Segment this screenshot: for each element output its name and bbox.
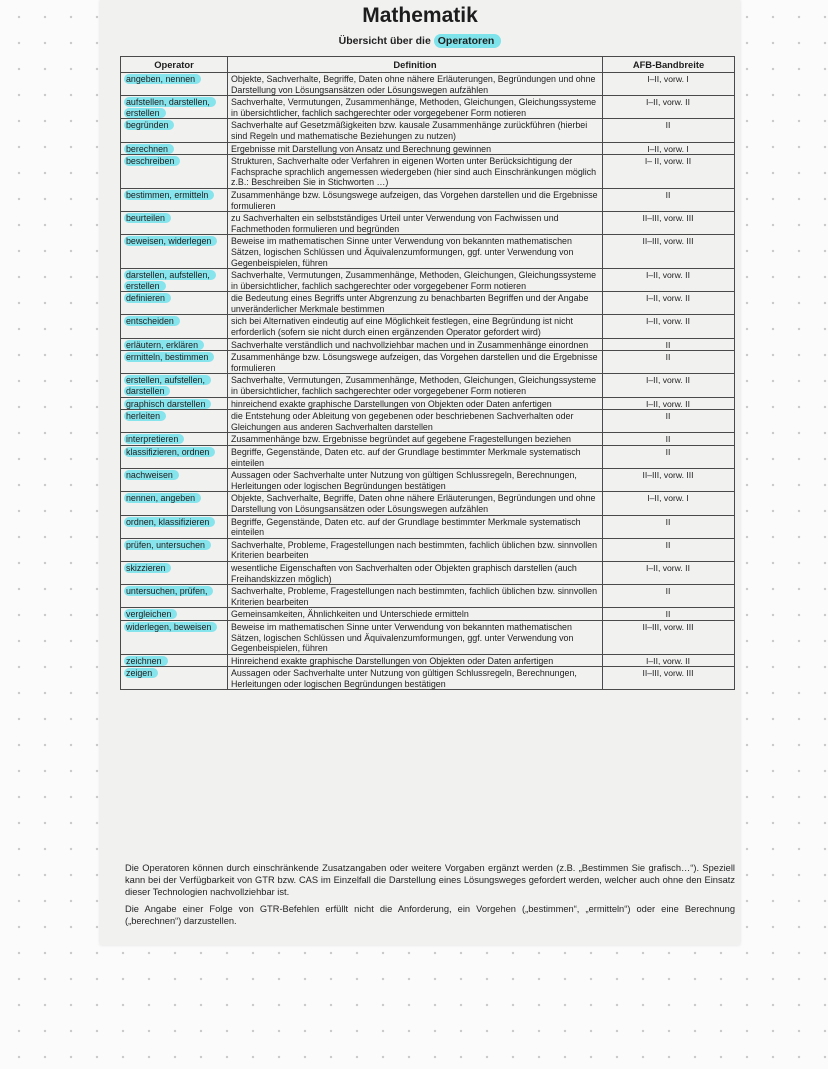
definition-cell: Sachverhalte verständlich und nachvollziehbar machen und in Zusammenhänge einordnen: [228, 338, 603, 351]
operator-label: ermitteln, bestimmen: [124, 352, 214, 362]
afb-cell: II–III, vorw. III: [603, 667, 735, 690]
operator-cell: [121, 667, 228, 690]
definition-cell: Sachverhalte, Probleme, Fragestellungen nach bestimmten, fachlich üblichen bzw. sinnvollen Kriterien bearbeiten: [228, 538, 603, 561]
afb-cell: II: [603, 338, 735, 351]
operator-label: nachweisen: [124, 470, 179, 480]
operator-label: skizzieren: [124, 563, 171, 573]
footnotes: [125, 862, 735, 932]
table-row: [121, 292, 735, 315]
table-row: [121, 315, 735, 338]
operator-label: erläutern, erklären: [124, 340, 204, 350]
operator-cell: [121, 188, 228, 211]
operator-cell: [121, 620, 228, 654]
definition-cell: Zusammenhänge bzw. Lösungswege aufzeigen, das Vorgehen darstellen und die Ergebnisse formulieren: [228, 351, 603, 374]
operator-cell: [121, 338, 228, 351]
operator-cell: [121, 73, 228, 96]
afb-cell: I–II, vorw. I: [603, 142, 735, 155]
operator-cell: [121, 212, 228, 235]
operator-label: zeigen: [124, 668, 158, 678]
afb-cell: I–II, vorw. I: [603, 73, 735, 96]
afb-cell: II: [603, 538, 735, 561]
afb-cell: I–II, vorw. II: [603, 374, 735, 397]
table-row: [121, 212, 735, 235]
operator-label: herleiten: [124, 411, 166, 421]
afb-cell: I–II, vorw. II: [603, 315, 735, 338]
definition-cell: Sachverhalte, Probleme, Fragestellungen nach bestimmten, fachlich üblichen bzw. sinnvollen Kriterien bearbeiten: [228, 585, 603, 608]
definition-cell: Sachverhalte auf Gesetzmäßigkeiten bzw. kausale Zusammenhänge zurückführen (hierbei sind Regeln und mathematische Beziehungen zu nutzen): [228, 119, 603, 142]
definition-cell: Beweise im mathematischen Sinne unter Verwendung von bekannten mathematischen Sätzen, logischen Schlüssen und Äquivalenzumformungen, ggf. unter Verwendung von Gegenbeispielen, führen: [228, 235, 603, 269]
operator-label: interpretieren: [124, 434, 184, 444]
definition-cell: Sachverhalte, Vermutungen, Zusammenhänge, Methoden, Gleichungen, Gleichungssysteme in übersichtlicher, fachlich sachgerechter oder vorgegebener Form notieren: [228, 374, 603, 397]
operator-cell: [121, 608, 228, 621]
table-row: [121, 620, 735, 654]
afb-cell: I–II, vorw. II: [603, 269, 735, 292]
operator-cell: [121, 235, 228, 269]
definition-cell: Aussagen oder Sachverhalte unter Nutzung von gültigen Schlussregeln, Berechnungen, Herleitungen oder logischen Begründungen bestätigen: [228, 667, 603, 690]
definition-cell: Objekte, Sachverhalte, Begriffe, Daten ohne nähere Erläuterungen, Begründungen und ohne Darstellung von Lösungsansätzen oder Lösungswegen aufzählen: [228, 492, 603, 515]
operators-table: [120, 56, 735, 690]
operator-cell: [121, 397, 228, 410]
table-row: [121, 654, 735, 667]
afb-cell: II: [603, 446, 735, 469]
operator-label: darstellen, aufstellen, erstellen: [124, 270, 216, 291]
definition-cell: hinreichend exakte graphische Darstellungen von Objekten oder Daten anfertigen: [228, 397, 603, 410]
afb-cell: II–III, vorw. III: [603, 235, 735, 269]
table-row: [121, 269, 735, 292]
definition-cell: Strukturen, Sachverhalte oder Verfahren in eigenen Worten unter Berücksichtigung der Fachsprache sprachlich angemessen wiedergeben (hier sind auch Einschränkungen möglich z.B.: Beschreiben Sie in Stichworten …): [228, 155, 603, 189]
table-row: [121, 155, 735, 189]
definition-cell: die Entstehung oder Ableitung von gegebenen oder beschriebenen Sachverhalten oder Gleichungen aus anderen Sachverhalten darstellen: [228, 410, 603, 433]
operator-cell: [121, 654, 228, 667]
operator-cell: [121, 446, 228, 469]
operator-label: prüfen, untersuchen: [124, 540, 211, 550]
afb-cell: I–II, vorw. II: [603, 292, 735, 315]
table-row: [121, 96, 735, 119]
definition-cell: Sachverhalte, Vermutungen, Zusammenhänge, Methoden, Gleichungen, Gleichungssysteme in übersichtlicher, fachlich sachgerechter oder vorgegebener Form notieren: [228, 96, 603, 119]
definition-cell: Aussagen oder Sachverhalte unter Nutzung von gültigen Schlussregeln, Berechnungen, Herleitungen oder logischen Begründungen bestätigen: [228, 469, 603, 492]
table-row: [121, 608, 735, 621]
operator-label: beweisen, widerlegen: [124, 236, 217, 246]
operator-label: aufstellen, darstellen, erstellen: [124, 97, 216, 118]
operator-label: vergleichen: [124, 609, 177, 619]
afb-cell: II: [603, 119, 735, 142]
definition-cell: Zusammenhänge bzw. Ergebnisse begründet auf gegebene Fragestellungen beziehen: [228, 433, 603, 446]
afb-cell: I–II, vorw. II: [603, 397, 735, 410]
table-row: [121, 469, 735, 492]
operator-cell: [121, 269, 228, 292]
definition-cell: wesentliche Eigenschaften von Sachverhalten oder Objekten graphisch darstellen (auch Freihandskizzen möglich): [228, 561, 603, 584]
operator-cell: [121, 492, 228, 515]
afb-cell: II: [603, 608, 735, 621]
operator-cell: [121, 515, 228, 538]
operator-label: beschreiben: [124, 156, 180, 166]
table-row: [121, 446, 735, 469]
table-header-row: [121, 57, 735, 73]
afb-cell: II: [603, 585, 735, 608]
afb-cell: I– II, vorw. II: [603, 155, 735, 189]
definition-cell: Begriffe, Gegenstände, Daten etc. auf der Grundlage bestimmter Merkmale systematisch einteilen: [228, 515, 603, 538]
table-body: [121, 73, 735, 690]
table-row: [121, 585, 735, 608]
operator-label: angeben, nennen: [124, 74, 201, 84]
table-row: [121, 351, 735, 374]
subtitle-text: Übersicht über die: [338, 35, 431, 47]
operator-label: entscheiden: [124, 316, 180, 326]
operator-cell: [121, 292, 228, 315]
definition-cell: Gemeinsamkeiten, Ähnlichkeiten und Unterschiede ermitteln: [228, 608, 603, 621]
table-row: [121, 119, 735, 142]
operator-label: bestimmen, ermitteln: [124, 190, 214, 200]
operator-label: berechnen: [124, 144, 174, 154]
operator-cell: [121, 561, 228, 584]
scanned-document-page: [100, 0, 740, 945]
operator-cell: [121, 433, 228, 446]
table-row: [121, 433, 735, 446]
operator-cell: [121, 585, 228, 608]
operator-label: graphisch darstellen: [124, 399, 211, 409]
operator-label: erstellen, aufstellen, darstellen: [124, 375, 211, 396]
table-row: [121, 142, 735, 155]
table-row: [121, 561, 735, 584]
afb-cell: II: [603, 410, 735, 433]
afb-cell: II–III, vorw. III: [603, 620, 735, 654]
operator-cell: [121, 410, 228, 433]
definition-cell: Zusammenhänge bzw. Lösungswege aufzeigen, das Vorgehen darstellen und die Ergebnisse formulieren: [228, 188, 603, 211]
operator-cell: [121, 351, 228, 374]
table-row: [121, 397, 735, 410]
operator-label: zeichnen: [124, 656, 168, 666]
header-operator: Operator: [121, 57, 228, 73]
operator-label: definieren: [124, 293, 171, 303]
afb-cell: I–II, vorw. II: [603, 654, 735, 667]
table-row: [121, 188, 735, 211]
afb-cell: II: [603, 515, 735, 538]
afb-cell: II: [603, 433, 735, 446]
definition-cell: Ergebnisse mit Darstellung von Ansatz und Berechnung gewinnen: [228, 142, 603, 155]
table-row: [121, 338, 735, 351]
operator-label: begründen: [124, 120, 174, 130]
operator-label: nennen, angeben: [124, 493, 201, 503]
operator-label: ordnen, klassifizieren: [124, 517, 215, 527]
header-definition: Definition: [228, 57, 603, 73]
page-title: Mathematik: [362, 4, 478, 27]
operator-cell: [121, 96, 228, 119]
definition-cell: Hinreichend exakte graphische Darstellungen von Objekten oder Daten anfertigen: [228, 654, 603, 667]
footnote-paragraph: Die Operatoren können durch einschränkende Zusatzangaben oder weitere Vorgaben ergänzt werden (z.B. „Bestimmen Sie grafisch…“). Speziell kann bei der Verfügbarkeit von GTR bzw. CAS im Einzelfall die Darstellung eines Lösungsweges gefordert werden, welcher auch ohne den Einsatz dieser Technologien nachvollziehbar ist.: [125, 863, 735, 897]
header-afb: AFB-Bandbreite: [603, 57, 735, 73]
operator-cell: [121, 315, 228, 338]
afb-cell: I–II, vorw. II: [603, 561, 735, 584]
operator-cell: [121, 155, 228, 189]
operator-label: beurteilen: [124, 213, 171, 223]
operator-cell: [121, 119, 228, 142]
definition-cell: Begriffe, Gegenstände, Daten etc. auf der Grundlage bestimmter Merkmale systematisch einteilen: [228, 446, 603, 469]
footnote-paragraph: Die Angabe einer Folge von GTR-Befehlen erfüllt nicht die Anforderung, ein Vorgehen („bestimmen“, „ermitteln“) oder eine Berechnung („berechnen“) darzustellen.: [125, 904, 735, 926]
operator-label: untersuchen, prüfen,: [124, 586, 213, 596]
table-row: [121, 538, 735, 561]
table-row: [121, 73, 735, 96]
definition-cell: Beweise im mathematischen Sinne unter Verwendung von bekannten mathematischen Sätzen, logischen Schlüssen und Äquivalenzumformungen, ggf. unter Verwendung von Gegenbeispielen, führen: [228, 620, 603, 654]
page-subtitle: [100, 35, 740, 47]
operator-cell: [121, 142, 228, 155]
table-row: [121, 492, 735, 515]
afb-cell: I–II, vorw. II: [603, 96, 735, 119]
table-row: [121, 515, 735, 538]
afb-cell: II–III, vorw. III: [603, 469, 735, 492]
table-row: [121, 667, 735, 690]
afb-cell: I–II, vorw. I: [603, 492, 735, 515]
definition-cell: Sachverhalte, Vermutungen, Zusammenhänge, Methoden, Gleichungen, Gleichungssysteme in übersichtlicher, fachlich sachgerechter oder vorgegebener Form notieren: [228, 269, 603, 292]
afb-cell: II–III, vorw. III: [603, 212, 735, 235]
table-row: [121, 374, 735, 397]
table-row: [121, 410, 735, 433]
operator-label: widerlegen, beweisen: [124, 622, 217, 632]
operator-label: klassifizieren, ordnen: [124, 447, 215, 457]
operator-cell: [121, 374, 228, 397]
operator-cell: [121, 469, 228, 492]
definition-cell: sich bei Alternativen eindeutig auf eine Möglichkeit festlegen, eine Begründung ist nicht erforderlich (sofern sie nicht durch einen ergänzenden Operator gefordert wird): [228, 315, 603, 338]
definition-cell: die Bedeutung eines Begriffs unter Abgrenzung zu benachbarten Begriffen und der Angabe unveränderlicher Merkmale bestimmen: [228, 292, 603, 315]
afb-cell: II: [603, 188, 735, 211]
table-row: [121, 235, 735, 269]
afb-cell: II: [603, 351, 735, 374]
definition-cell: zu Sachverhalten ein selbstständiges Urteil unter Verwendung von Fachwissen und Fachmethoden formulieren und begründen: [228, 212, 603, 235]
operator-cell: [121, 538, 228, 561]
subtitle-highlight: Operatoren: [434, 34, 502, 48]
definition-cell: Objekte, Sachverhalte, Begriffe, Daten ohne nähere Erläuterungen, Begründungen und ohne Darstellung von Lösungsansätzen oder Lösungswegen aufzählen: [228, 73, 603, 96]
